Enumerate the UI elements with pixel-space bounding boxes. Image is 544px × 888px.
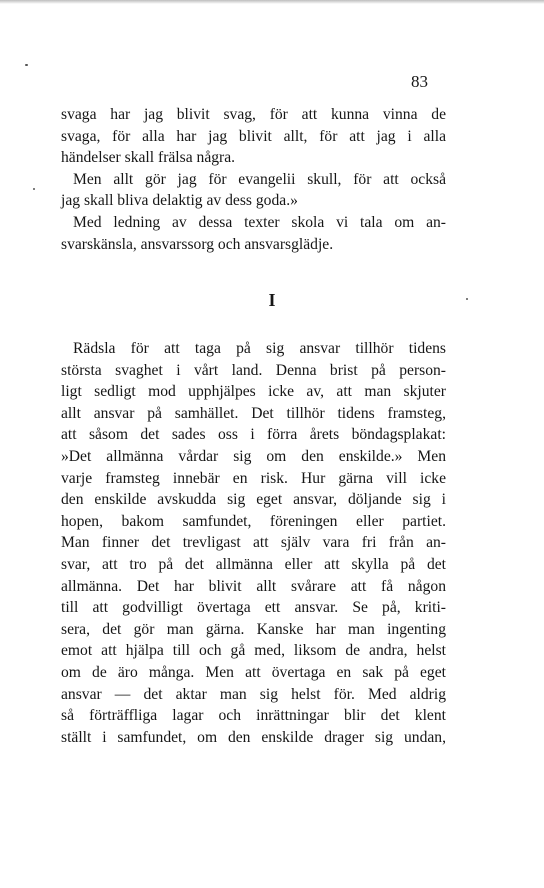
page-number: 83: [411, 72, 428, 91]
text-line: hopen, bakom samfundet, föreningen eller partiet.: [61, 512, 446, 530]
text-line: händelser skall frälsa några.: [61, 149, 236, 167]
text-line: ställt i samfundet, om den enskilde drager sig undan,: [61, 728, 446, 746]
text-line: emot att hjälpa till och gå med, liksom de andra, helst: [61, 642, 446, 660]
dust-speck: [25, 64, 28, 66]
text-line: allmänna. Det har blivit allt svårare att få någon: [61, 577, 446, 595]
scan-top-edge: [0, 0, 544, 4]
text-line: svarskänsla, ansvarssorg och ansvarsglädje.: [61, 235, 334, 253]
text-line: om de äro många. Men att övertaga en sak på eget: [61, 663, 446, 681]
text-line: Med ledning av dessa texter skola vi tala om an-: [73, 213, 446, 231]
text-block-top: [61, 104, 446, 255]
text-line: sera, det gör man gärna. Kanske har man ingenting: [61, 620, 446, 638]
text-line: jag skall bliva delaktig av dess goda.»: [61, 192, 298, 210]
text-block-bottom: [61, 338, 446, 748]
section-heading: I: [268, 290, 276, 310]
text-line: största svaghet i vårt land. Denna brist på person-: [61, 361, 446, 379]
text-line: Man finner det trevligast att själv vara fri från an-: [61, 534, 446, 552]
text-line: varje framsteg innebär en risk. Hur gärna vill icke: [61, 469, 446, 487]
text-line: att såsom det sades oss i förra årets böndagsplakat:: [61, 426, 446, 444]
text-line: svaga, för alla har jag blivit allt, för att jag i alla: [61, 127, 446, 145]
text-line: ligt sedligt mod upphjälpes icke av, att man skjuter: [61, 383, 446, 401]
text-line: så förträffliga lagar och inrättningar blir det klent: [61, 707, 446, 725]
text-line: »Det allmänna vårdar sig om den enskilde.» Men: [61, 447, 446, 465]
text-line: svar, att tro på det allmänna eller att skylla på det: [61, 555, 446, 573]
dust-speck: [33, 188, 35, 190]
text-line: ansvar — det aktar man sig helst för. Med aldrig: [61, 685, 446, 703]
text-line: allt ansvar på samhället. Det tillhör tidens framsteg,: [61, 404, 446, 422]
text-line: till att godvilligt övertaga ett ansvar. Se på, kriti-: [61, 599, 446, 617]
text-line: svaga har jag blivit svag, för att kunna vinna de: [61, 106, 446, 123]
text-line: Rädsla för att taga på sig ansvar tillhör tidens: [73, 340, 446, 357]
text-line: Men allt gör jag för evangelii skull, för att också: [73, 170, 446, 188]
text-line: den enskilde avskudda sig eget ansvar, döljande sig i: [61, 491, 446, 509]
